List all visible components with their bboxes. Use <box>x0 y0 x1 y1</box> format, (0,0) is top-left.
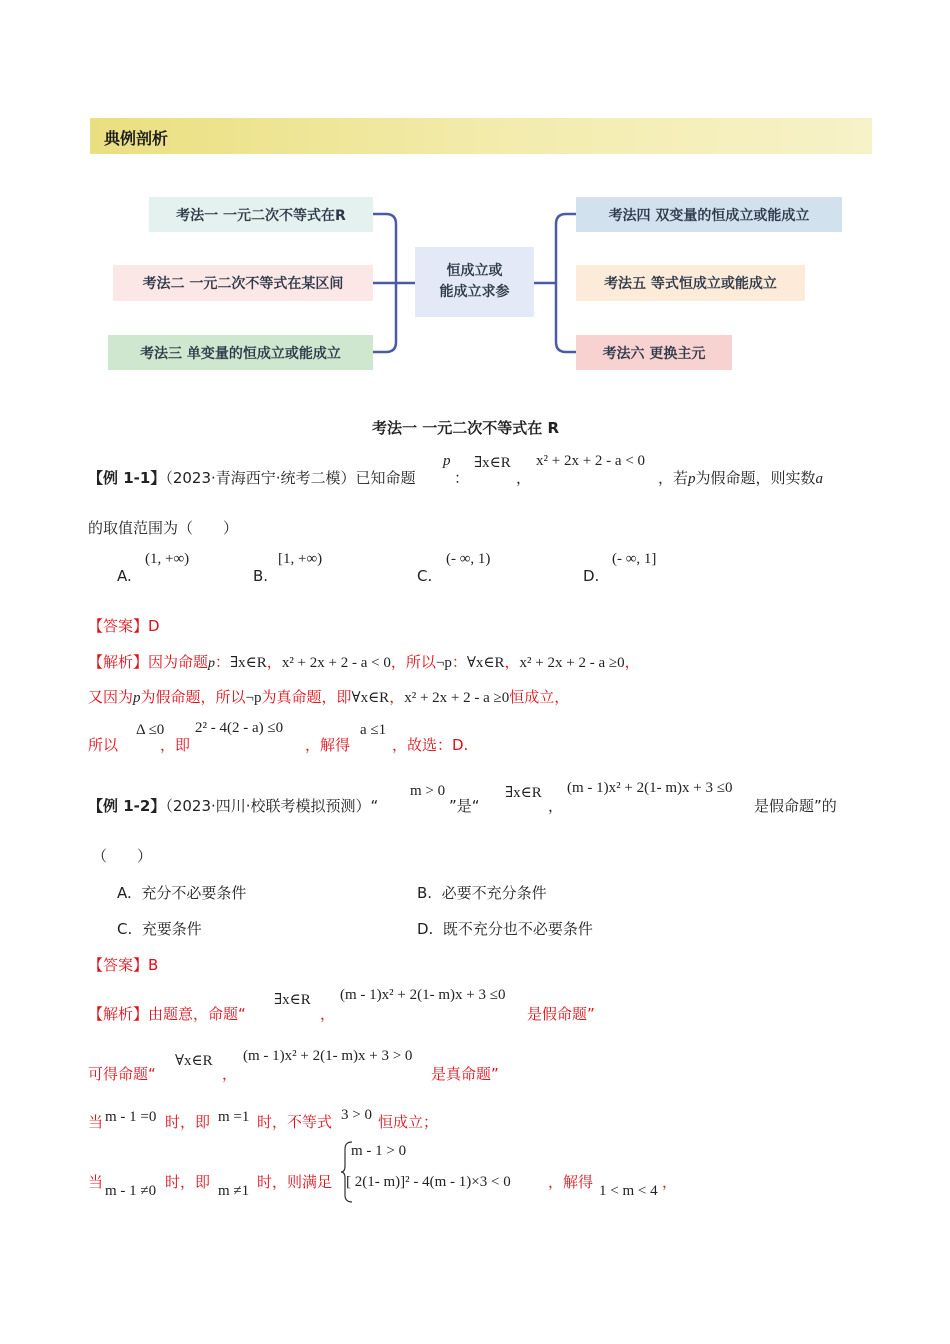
ex12-b4-text1: 当 <box>88 1173 104 1191</box>
ex11-p: p <box>443 453 451 469</box>
ex12-b1-text3: 是假命题” <box>527 1005 595 1023</box>
ex11-a3-text2: ，即 <box>160 736 191 754</box>
ex12-line1 <box>88 795 378 816</box>
ex12-b3-math2: m =1 <box>218 1109 250 1125</box>
ex11-a3-text4: ，故选：D. <box>392 736 469 754</box>
ex11-a1-math3: ∀x∈R <box>466 655 505 671</box>
ex12-system-eq2: [ 2(1- m)]² - 4(m - 1)×3 < 0 <box>346 1174 511 1190</box>
method-box-1 <box>149 197 373 232</box>
ex11-a1-math2: x² + 2x + 2 - a < 0 <box>281 655 391 671</box>
ex12-b1-text1: 由题意，命题“ <box>148 1005 246 1023</box>
ex12-b4-text4: ，解得 <box>548 1173 594 1191</box>
ex12-b2-text3: 是真命题” <box>431 1065 499 1083</box>
ex12-b2-math2: (m - 1)x² + 2(1- m)x + 3 > 0 <box>243 1048 413 1064</box>
ex12-option-b <box>417 882 547 903</box>
ex12-b3-text4: 恒成立； <box>378 1113 439 1131</box>
ex12-ineq: (m - 1)x² + 2(1- m)x + 3 ≤0 <box>567 780 733 796</box>
ex12-option-b-letter: B. <box>417 884 433 902</box>
center-line-2: 能成立求参 <box>439 284 510 300</box>
ex11-a: a <box>815 471 824 487</box>
ex11-a2-text1: 又因为 <box>88 688 134 706</box>
ex12-exists: ∃x∈R <box>505 785 542 801</box>
ex12-option-c-text: 充要条件 <box>141 920 202 938</box>
ex11-a3-text3: ，解得 <box>305 736 351 754</box>
ex12-option-a-text: 充分不必要条件 <box>141 884 247 902</box>
ex11-a3-math1: Δ ≤0 <box>136 722 165 738</box>
ex12-option-d-letter: D. <box>417 920 434 938</box>
ex11-option-b-value: [1, +∞) <box>278 551 323 567</box>
ex11-a2-not-p: ¬p <box>245 690 262 706</box>
method-box-3 <box>108 335 373 370</box>
ex12-label: 【例 1-2】 <box>88 797 166 815</box>
ex12-b3-text3: 时，不等式 <box>257 1113 333 1131</box>
ex11-a1-text1: 因为命题 <box>148 653 209 671</box>
method-box-3-label: 考法三 单变量的恒成立或能成立 <box>140 345 341 362</box>
ex12-comma: ， <box>548 797 564 815</box>
ex11-a1-text7: ， <box>624 653 640 671</box>
ex11-option-d-letter: D. <box>583 567 600 585</box>
ex11-source: （2023·青海西宁·统考二模）已知命题 <box>165 469 416 487</box>
ex12-option-a <box>117 882 246 903</box>
ex12-b4-text5: ， <box>662 1173 678 1191</box>
ex11-a2-math2: x² + 2x + 2 - a ≥0 <box>404 690 510 706</box>
connector-right <box>534 214 578 352</box>
ex11-tail <box>658 467 823 488</box>
ex11-option-a-value: (1, +∞) <box>145 551 190 567</box>
ex11-answer-value: D <box>148 617 160 635</box>
ex11-a1-math4: x² + 2x + 2 - a ≥0 <box>519 655 625 671</box>
ex12-paren: （ ） <box>92 847 153 865</box>
ex11-exists: ∃x∈R <box>474 455 511 471</box>
ex12-b4-math3: 1 < m < 4 <box>599 1183 658 1199</box>
ex11-option-c-value: (- ∞, 1) <box>446 551 491 567</box>
ex11-answer <box>88 615 160 636</box>
ex12-b2-text2: ， <box>222 1065 238 1083</box>
ex11-a2-text3: 为真命题，即 <box>261 688 352 706</box>
ex12-option-c-letter: C. <box>117 920 133 938</box>
ex11-a1-text5: ： <box>451 653 467 671</box>
ex12-b1-math1: ∃x∈R <box>274 992 311 1008</box>
ex12-b1-math2: (m - 1)x² + 2(1- m)x + 3 ≤0 <box>340 987 506 1003</box>
ex12-option-c <box>117 918 202 939</box>
ex11-a3-math3: a ≤1 <box>360 722 387 738</box>
ex11-analysis-line1 <box>88 651 640 672</box>
ex12-b3-text1: 当 <box>88 1113 104 1131</box>
ex11-comma: ， <box>516 469 532 487</box>
ex12-b4-math1: m - 1 ≠0 <box>105 1183 157 1199</box>
ex12-source: （2023·四川·校联考模拟预测）“ <box>165 797 379 815</box>
mindmap-center-box <box>415 247 534 317</box>
ex12-b4-math2: m ≠1 <box>218 1183 250 1199</box>
ex12-answer-label: 【答案】 <box>88 956 149 974</box>
ex12-cond: m > 0 <box>410 783 446 799</box>
ex12-b2-math1: ∀x∈R <box>175 1053 213 1069</box>
ex12-b3-math3: 3 > 0 <box>341 1107 372 1123</box>
ex11-option-c-letter: C. <box>417 567 433 585</box>
ex12-b2-text1: 可得命题“ <box>88 1065 156 1083</box>
ex11-option-d-value: (- ∞, 1] <box>612 551 657 567</box>
ex12-analysis-label: 【解析】 <box>88 1005 149 1023</box>
ex11-a2-text4: ， <box>389 688 405 706</box>
ex12-tail: 是假命题”的 <box>754 797 837 815</box>
method-box-6 <box>576 335 732 370</box>
ex12-b4-text3: 时，则满足 <box>257 1173 333 1191</box>
ex12-option-a-letter: A. <box>117 884 132 902</box>
method-box-4 <box>576 197 842 232</box>
ex11-a1-p: p <box>208 656 216 671</box>
ex11-option-a-letter: A. <box>117 567 132 585</box>
ex12-option-d-text: 既不充分也不必要条件 <box>442 920 593 938</box>
method-box-2 <box>113 265 373 301</box>
ex11-a2-text5: 恒成立， <box>509 688 570 706</box>
ex11-ineq: x² + 2x + 2 - a < 0 <box>536 453 646 469</box>
ex11-option-b-letter: B. <box>253 567 269 585</box>
ex12-b1-text2: ， <box>320 1005 336 1023</box>
ex11-a2-p: p <box>133 690 141 706</box>
ex11-line1 <box>88 467 416 488</box>
ex12-option-d <box>417 918 593 939</box>
ex11-answer-label: 【答案】 <box>88 617 149 635</box>
method-box-5 <box>576 265 805 301</box>
ex11-line2: 的取值范围为（ ） <box>88 519 239 537</box>
ex12-b3-math1: m - 1 =0 <box>105 1109 157 1125</box>
ex11-analysis-label: 【解析】 <box>88 653 149 671</box>
ex11-analysis-line2 <box>88 686 569 707</box>
ex12-b1-lead <box>88 1003 246 1024</box>
ex11-colon: ： <box>454 469 470 487</box>
ex11-label: 【例 1-1】 <box>88 469 166 487</box>
ex11-p2: p <box>688 471 696 487</box>
ex11-a3-math2: 2² - 4(2 - a) ≤0 <box>195 720 284 736</box>
ex11-a1-text2: ： <box>215 653 231 671</box>
method-box-4-label: 考法四 双变量的恒成立或能成立 <box>608 207 810 224</box>
center-line-1: 恒成立或 <box>446 263 503 279</box>
ex12-answer <box>88 954 158 975</box>
ex11-a3-text1: 所以 <box>88 736 119 754</box>
ex11-a1-not-p: ¬p <box>435 655 452 671</box>
ex11-a1-math1: ∃x∈R <box>230 655 267 671</box>
ex12-b4-text2: 时，即 <box>165 1173 211 1191</box>
ex11-a1-text3: ， <box>266 653 282 671</box>
method-box-1-label: 考法一 一元二次不等式在R <box>176 207 346 224</box>
ex11-tail1: ，若 <box>658 469 689 487</box>
ex12-b3-text2: 时，即 <box>165 1113 211 1131</box>
ex12-answer-value: B <box>148 956 159 974</box>
ex11-a2-text2: 为假命题，所以 <box>140 688 246 706</box>
method-box-2-label: 考法二 一元二次不等式在某区间 <box>142 276 344 292</box>
method-box-5-label: 考法五 等式恒成立或能成立 <box>604 276 777 292</box>
method-box-6-label: 考法六 更换主元 <box>602 345 706 362</box>
ex12-option-b-text: 必要不充分条件 <box>441 884 547 902</box>
ex11-tail2: 为假命题，则实数 <box>695 469 816 487</box>
ex11-a1-text6: ， <box>504 653 520 671</box>
connector-left <box>373 214 415 352</box>
method1-heading: 考法一 一元二次不等式在 R <box>372 419 559 437</box>
ex12-system-eq1: m - 1 > 0 <box>351 1143 407 1159</box>
ex11-a1-text4: ，所以 <box>390 653 436 671</box>
section-title: 典例剖析 <box>104 129 169 148</box>
ex12-mid: ”是“ <box>449 797 480 815</box>
ex11-a2-math1: ∀x∈R <box>351 690 390 706</box>
